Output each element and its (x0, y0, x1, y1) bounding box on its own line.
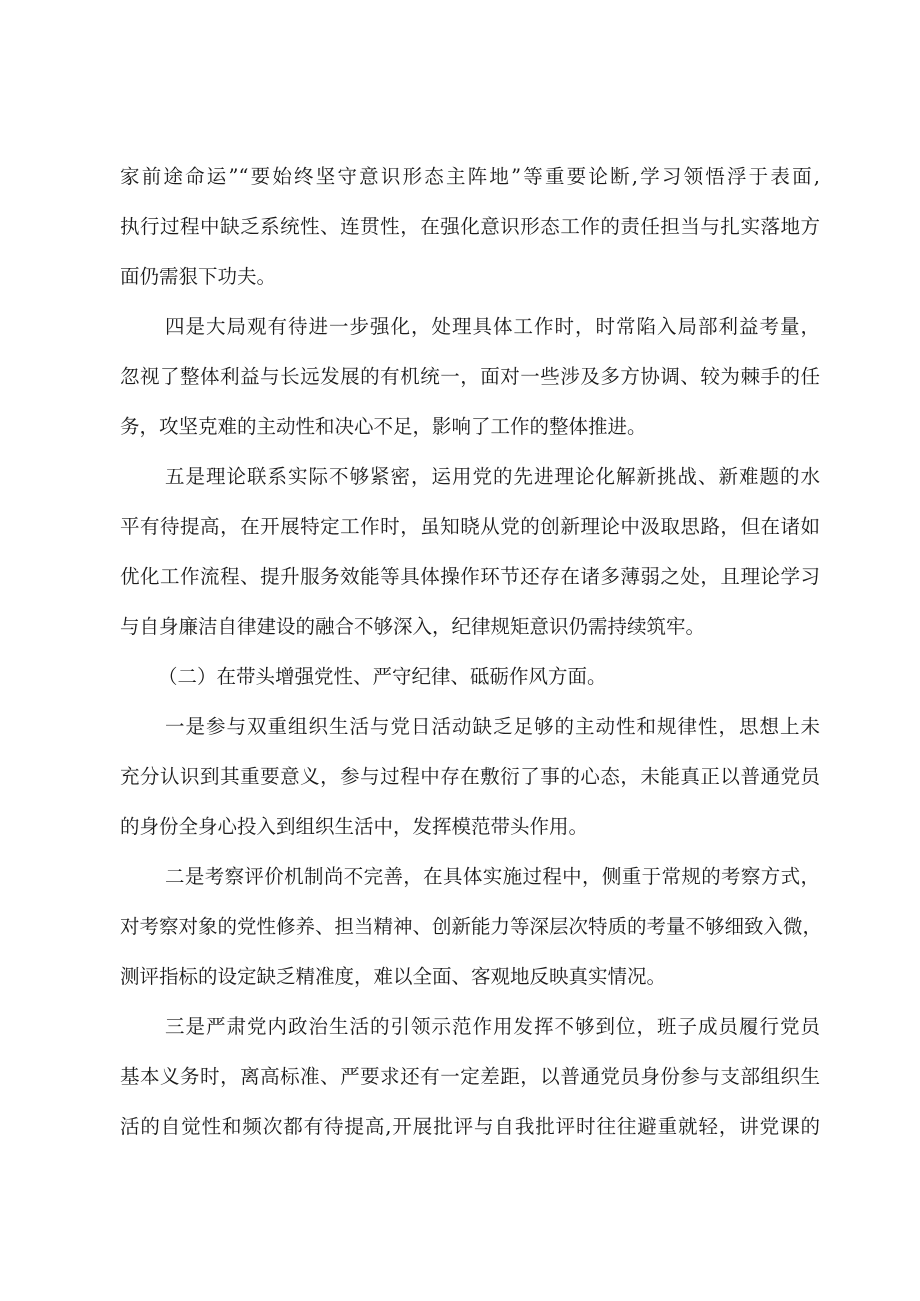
paragraph-first-line: 三是严肃党内政治生活的引领示范作用发挥不够到位，班子成员履行党员 (165, 1015, 820, 1038)
text-line: 面仍需狠下功夫。 (120, 265, 277, 288)
text-line: 基本义务时，离高标准、严要求还有一定差距，以普通党员身份参与支部组织生 (120, 1065, 820, 1088)
text-line: 与自身廉洁自律建设的融合不够深入，纪律规矩意识仍需持续筑牢。 (120, 615, 706, 638)
section-heading: （二）在带头增强党性、严守纪律、砥砺作风方面。 (158, 665, 607, 688)
text-line: 充分认识到其重要意义，参与过程中存在敷衍了事的心态，未能真正以普通党员 (120, 765, 820, 788)
paragraph-first-line: 五是理论联系实际不够紧密，运用党的先进理论化解新挑战、新难题的水 (165, 465, 820, 488)
text-line: 优化工作流程、提升服务效能等具体操作环节还存在诸多薄弱之处，且理论学习 (120, 565, 820, 588)
text-line: 务，攻坚克难的主动性和决心不足，影响了工作的整体推进。 (120, 415, 647, 438)
text-line: 活的自觉性和频次都有待提高,开展批评与自我批评时往往避重就轻，讲党课的 (120, 1115, 820, 1138)
paragraph-first-line: 四是大局观有待进一步强化，处理具体工作时，时常陷入局部利益考量， (165, 315, 820, 338)
text-line: 对考察对象的党性修养、担当精神、创新能力等深层次特质的考量不够细致入微， (120, 915, 823, 938)
paragraph-first-line: 二是考察评价机制尚不完善，在具体实施过程中，侧重于常规的考察方式， (165, 865, 820, 888)
text-line: 平有待提高，在开展特定工作时，虽知晓从党的创新理论中汲取思路，但在诸如 (120, 515, 820, 538)
text-line: 测评指标的设定缺乏精准度，难以全面、客观地反映真实情况。 (120, 965, 667, 988)
text-line: 家前途命运”“要始终坚守意识形态主阵地”等重要论断,学习领悟浮于表面, (120, 165, 820, 188)
text-line: 忽视了整体利益与长远发展的有机统一，面对一些涉及多方协调、较为棘手的任 (120, 365, 820, 388)
text-line: 执行过程中缺乏系统性、连贯性，在强化意识形态工作的责任担当与扎实落地方 (120, 215, 820, 238)
text-line: 的身份全身心投入到组织生活中，发挥模范带头作用。 (120, 815, 589, 838)
paragraph-first-line: 一是参与双重组织生活与党日活动缺乏足够的主动性和规律性，思想上未 (165, 715, 820, 738)
